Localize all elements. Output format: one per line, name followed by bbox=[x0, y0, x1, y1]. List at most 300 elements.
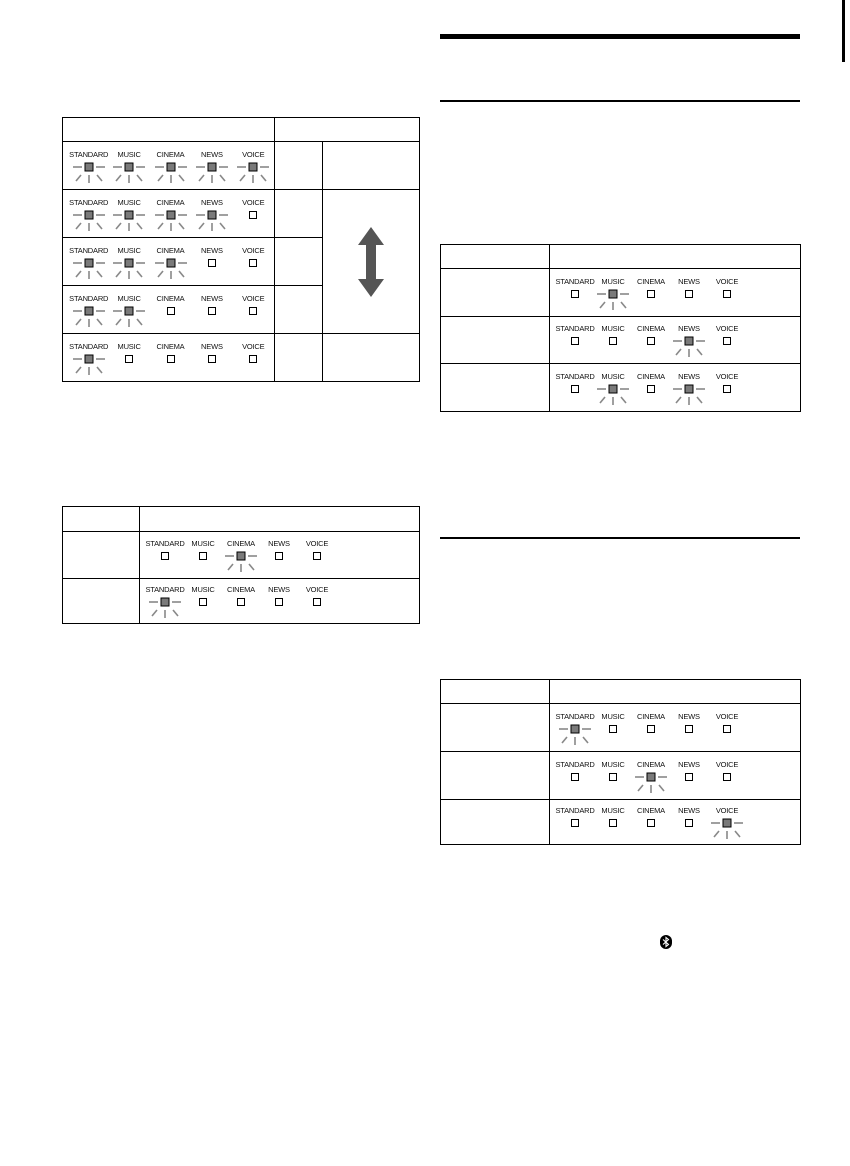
unlit-lamp-icon bbox=[557, 288, 593, 312]
lit-lamp-icon bbox=[153, 161, 189, 185]
light-ray bbox=[228, 564, 233, 570]
indicator-news bbox=[670, 711, 708, 747]
lamp-square bbox=[571, 725, 579, 733]
indicator-label: NEWS bbox=[268, 585, 290, 594]
unlit-lamp-icon bbox=[671, 288, 707, 312]
lamp-square bbox=[125, 211, 133, 219]
indicator-label: CINEMA bbox=[156, 149, 185, 159]
light-ray bbox=[735, 831, 740, 837]
lamp-cell bbox=[140, 532, 420, 579]
lamp-square bbox=[200, 599, 207, 606]
indicator-voice bbox=[233, 149, 274, 185]
header-cell-level bbox=[275, 118, 420, 142]
light-ray bbox=[638, 785, 643, 791]
lamp-square bbox=[250, 307, 257, 314]
unlit-lamp-icon bbox=[185, 596, 221, 620]
lamp-square bbox=[610, 820, 617, 827]
lit-lamp-icon bbox=[235, 161, 271, 185]
light-ray bbox=[158, 271, 163, 277]
lamp-square bbox=[167, 163, 175, 171]
lamp-square bbox=[200, 553, 207, 560]
lamp-row bbox=[63, 339, 274, 377]
lamp-row bbox=[63, 291, 274, 329]
lamp-cell bbox=[140, 579, 420, 624]
indicator-label: CINEMA bbox=[637, 324, 665, 333]
indicator-news bbox=[670, 371, 708, 407]
indicator-label: STANDARD bbox=[555, 759, 595, 769]
indicator-label: VOICE bbox=[242, 293, 265, 303]
lamp-square bbox=[85, 355, 93, 363]
lamp-square bbox=[610, 773, 617, 780]
light-ray bbox=[676, 349, 681, 355]
indicator-standard bbox=[556, 371, 594, 407]
unlit-lamp-icon bbox=[595, 771, 631, 795]
indicator-voice bbox=[233, 341, 274, 377]
unlit-lamp-icon bbox=[633, 288, 669, 312]
indicator-music bbox=[108, 245, 149, 281]
indicator-cinema bbox=[150, 341, 191, 377]
lamp-cell bbox=[63, 286, 275, 334]
unlit-lamp-icon bbox=[194, 305, 230, 329]
unlit-lamp-icon bbox=[299, 550, 335, 574]
unlit-lamp-icon bbox=[185, 550, 221, 574]
indicator-news bbox=[670, 805, 708, 841]
level-cell bbox=[275, 190, 323, 238]
light-ray bbox=[600, 397, 605, 403]
lamp-square bbox=[249, 163, 257, 171]
lit-lamp-icon bbox=[194, 161, 230, 185]
lamp-square bbox=[686, 773, 693, 780]
lamp-square bbox=[724, 338, 731, 345]
lit-lamp-icon bbox=[633, 771, 669, 795]
indicator-news bbox=[191, 149, 232, 185]
unlit-lamp-icon bbox=[235, 305, 271, 329]
indicator-label: NEWS bbox=[268, 539, 290, 548]
lamp-square bbox=[276, 553, 283, 560]
indicator-news bbox=[260, 538, 298, 574]
indicator-music bbox=[594, 805, 632, 841]
indicator-voice bbox=[708, 276, 746, 312]
lamp-square bbox=[572, 385, 579, 392]
light-ray bbox=[583, 737, 588, 743]
indicator-cinema bbox=[150, 293, 191, 329]
indicator-standard bbox=[556, 759, 594, 795]
lamp-square bbox=[167, 211, 175, 219]
lit-lamp-icon bbox=[71, 353, 107, 377]
indicator-label: STANDARD bbox=[69, 245, 109, 255]
bluetooth-icon bbox=[660, 935, 672, 949]
mode-table-right-bottom bbox=[440, 679, 801, 845]
light-ray bbox=[137, 271, 142, 277]
light-ray bbox=[621, 397, 626, 403]
indicator-news bbox=[260, 584, 298, 620]
setting-cell bbox=[441, 800, 550, 845]
indicator-music bbox=[184, 584, 222, 620]
indicator-label: VOICE bbox=[715, 711, 739, 721]
light-ray bbox=[220, 223, 225, 229]
indicator-label: STANDARD bbox=[145, 539, 185, 548]
lamp-square bbox=[724, 290, 731, 297]
lamp-cell bbox=[550, 269, 801, 317]
lit-lamp-icon bbox=[111, 305, 147, 329]
indicator-cinema bbox=[632, 371, 670, 407]
indicator-label: MUSIC bbox=[191, 585, 215, 594]
unlit-lamp-icon bbox=[557, 335, 593, 359]
lamp-cell bbox=[550, 364, 801, 412]
lamp-square bbox=[208, 163, 216, 171]
light-ray bbox=[76, 223, 81, 229]
lamp-row bbox=[550, 709, 800, 747]
indicator-label: NEWS bbox=[201, 293, 223, 303]
indicator-standard bbox=[69, 293, 108, 329]
light-ray bbox=[714, 831, 719, 837]
unlit-lamp-icon bbox=[557, 817, 593, 841]
indicator-music bbox=[108, 293, 149, 329]
indicator-voice bbox=[708, 711, 746, 747]
unlit-lamp-icon bbox=[709, 335, 745, 359]
indicator-voice bbox=[708, 805, 746, 841]
indicator-label: CINEMA bbox=[637, 371, 665, 381]
light-ray bbox=[97, 319, 102, 325]
lamp-cell bbox=[550, 752, 801, 800]
lamp-square bbox=[161, 598, 169, 606]
lamp-square bbox=[648, 725, 655, 732]
unlit-lamp-icon bbox=[709, 723, 745, 747]
lamp-square bbox=[250, 259, 257, 266]
lamp-square bbox=[126, 355, 133, 362]
lamp-square bbox=[237, 552, 245, 560]
setting-cell bbox=[441, 364, 550, 412]
indicator-standard bbox=[146, 538, 184, 574]
indicator-label: CINEMA bbox=[156, 341, 185, 351]
lamp-square bbox=[167, 259, 175, 267]
unlit-lamp-icon bbox=[671, 771, 707, 795]
indicator-label: VOICE bbox=[242, 197, 265, 207]
header-cell-indicator bbox=[63, 118, 275, 142]
light-ray bbox=[199, 223, 204, 229]
lamp-square bbox=[724, 385, 731, 392]
lamp-square bbox=[686, 290, 693, 297]
unlit-lamp-icon bbox=[671, 817, 707, 841]
light-ray bbox=[179, 223, 184, 229]
indicator-label: NEWS bbox=[678, 806, 700, 815]
lamp-square bbox=[125, 163, 133, 171]
lamp-square bbox=[167, 355, 174, 362]
unlit-lamp-icon bbox=[557, 383, 593, 407]
lamp-row bbox=[550, 321, 800, 359]
lamp-square bbox=[314, 599, 321, 606]
indicator-standard bbox=[69, 341, 108, 377]
lamp-square bbox=[125, 259, 133, 267]
unlit-lamp-icon bbox=[595, 335, 631, 359]
unlit-lamp-icon bbox=[671, 723, 707, 747]
indicator-cinema bbox=[632, 759, 670, 795]
unlit-lamp-icon bbox=[595, 723, 631, 747]
indicator-label: STANDARD bbox=[555, 324, 595, 333]
indicator-label: MUSIC bbox=[117, 245, 141, 255]
indicator-label: CINEMA bbox=[637, 276, 665, 286]
light-ray bbox=[240, 175, 245, 181]
level-cell bbox=[275, 142, 323, 190]
light-ray bbox=[659, 785, 664, 791]
indicator-news bbox=[670, 323, 708, 359]
light-ray bbox=[97, 271, 102, 277]
lamp-square bbox=[238, 599, 245, 606]
unlit-lamp-icon bbox=[709, 383, 745, 407]
indicator-label: CINEMA bbox=[637, 711, 665, 721]
light-ray bbox=[97, 223, 102, 229]
indicator-label: MUSIC bbox=[601, 711, 625, 721]
unlit-lamp-icon bbox=[194, 353, 230, 377]
indicator-cinema bbox=[222, 538, 260, 574]
level-note-cell bbox=[323, 334, 420, 382]
unlit-lamp-icon bbox=[194, 257, 230, 281]
margin-bar bbox=[842, 0, 845, 62]
indicator-music bbox=[594, 711, 632, 747]
lamp-square bbox=[724, 725, 731, 732]
light-ray bbox=[676, 397, 681, 403]
light-ray bbox=[158, 175, 163, 181]
level-cell bbox=[275, 238, 323, 286]
indicator-music bbox=[594, 276, 632, 312]
unlit-lamp-icon bbox=[709, 771, 745, 795]
lamp-square bbox=[250, 355, 257, 362]
light-ray bbox=[137, 319, 142, 325]
lamp-square bbox=[572, 820, 579, 827]
indicator-news bbox=[670, 276, 708, 312]
unlit-lamp-icon bbox=[299, 596, 335, 620]
indicator-label: VOICE bbox=[242, 149, 265, 159]
indicator-music bbox=[594, 371, 632, 407]
indicator-label: NEWS bbox=[201, 341, 223, 351]
lit-lamp-icon bbox=[709, 817, 745, 841]
light-ray bbox=[600, 302, 605, 308]
lamp-row bbox=[140, 582, 419, 620]
indicator-news bbox=[191, 197, 232, 233]
lit-lamp-icon bbox=[595, 288, 631, 312]
lit-lamp-icon bbox=[111, 209, 147, 233]
unlit-lamp-icon bbox=[633, 817, 669, 841]
lit-lamp-icon bbox=[111, 161, 147, 185]
lit-lamp-icon bbox=[595, 383, 631, 407]
indicator-label: STANDARD bbox=[555, 276, 595, 286]
lamp-square bbox=[208, 355, 215, 362]
light-ray bbox=[76, 367, 81, 373]
indicator-label: CINEMA bbox=[637, 759, 665, 769]
lamp-row bbox=[550, 274, 800, 312]
lit-lamp-icon bbox=[194, 209, 230, 233]
lamp-square bbox=[572, 773, 579, 780]
lamp-cell bbox=[63, 190, 275, 238]
lamp-square bbox=[162, 553, 169, 560]
header-cell-setting bbox=[63, 507, 140, 532]
indicator-label: STANDARD bbox=[145, 585, 185, 594]
section-heading-rule bbox=[440, 34, 800, 39]
lamp-row bbox=[550, 757, 800, 795]
light-ray bbox=[621, 302, 626, 308]
lamp-square bbox=[724, 773, 731, 780]
lamp-square bbox=[250, 211, 257, 218]
lamp-row bbox=[550, 803, 800, 841]
lit-lamp-icon bbox=[153, 257, 189, 281]
indicator-news bbox=[191, 341, 232, 377]
lamp-row bbox=[550, 369, 800, 407]
light-ray bbox=[116, 271, 121, 277]
indicator-news bbox=[191, 245, 232, 281]
unlit-lamp-icon bbox=[261, 596, 297, 620]
indicator-label: VOICE bbox=[242, 245, 265, 255]
level-note-cell bbox=[323, 142, 420, 190]
lamp-cell bbox=[63, 334, 275, 382]
indicator-standard bbox=[69, 245, 108, 281]
indicator-voice bbox=[298, 584, 336, 620]
indicator-label: STANDARD bbox=[69, 197, 109, 207]
lamp-cell bbox=[63, 238, 275, 286]
indicator-label: STANDARD bbox=[555, 711, 595, 721]
indicator-label: MUSIC bbox=[601, 324, 625, 333]
setting-cell bbox=[441, 317, 550, 364]
indicator-cinema bbox=[632, 711, 670, 747]
level-indicator-table bbox=[62, 117, 420, 382]
lit-lamp-icon bbox=[71, 161, 107, 185]
header-cell-setting bbox=[441, 245, 550, 269]
indicator-voice bbox=[233, 245, 274, 281]
indicator-label: STANDARD bbox=[69, 293, 109, 303]
header-cell-indicator bbox=[550, 245, 801, 269]
indicator-music bbox=[108, 197, 149, 233]
lit-lamp-icon bbox=[71, 209, 107, 233]
lamp-square bbox=[314, 553, 321, 560]
header-cell-setting bbox=[441, 680, 550, 704]
header-cell-indicator bbox=[140, 507, 420, 532]
unlit-lamp-icon bbox=[235, 209, 271, 233]
setting-cell bbox=[63, 579, 140, 624]
up-down-arrow-icon bbox=[356, 227, 386, 297]
lamp-row bbox=[63, 195, 274, 233]
indicator-label: VOICE bbox=[305, 585, 329, 594]
lamp-cell bbox=[550, 704, 801, 752]
lamp-square bbox=[85, 307, 93, 315]
light-ray bbox=[97, 367, 102, 373]
indicator-voice bbox=[233, 197, 274, 233]
indicator-standard bbox=[146, 584, 184, 620]
light-ray bbox=[137, 175, 142, 181]
unlit-lamp-icon bbox=[633, 723, 669, 747]
indicator-label: VOICE bbox=[715, 806, 739, 815]
indicator-cinema bbox=[632, 323, 670, 359]
lamp-square bbox=[609, 290, 617, 298]
indicator-label: MUSIC bbox=[117, 293, 141, 303]
indicator-music bbox=[594, 323, 632, 359]
lamp-square bbox=[208, 211, 216, 219]
lamp-square bbox=[648, 338, 655, 345]
indicator-cinema bbox=[222, 584, 260, 620]
indicator-label: NEWS bbox=[678, 324, 700, 333]
lamp-cell bbox=[63, 142, 275, 190]
lamp-square bbox=[208, 259, 215, 266]
indicator-label: VOICE bbox=[242, 341, 265, 351]
lamp-row bbox=[63, 243, 274, 281]
lamp-square bbox=[686, 725, 693, 732]
indicator-label: MUSIC bbox=[191, 539, 215, 548]
light-ray bbox=[220, 175, 225, 181]
lit-lamp-icon bbox=[223, 550, 259, 574]
unlit-lamp-icon bbox=[557, 771, 593, 795]
unlit-lamp-icon bbox=[633, 383, 669, 407]
indicator-standard bbox=[69, 197, 108, 233]
indicator-voice bbox=[233, 293, 274, 329]
indicator-voice bbox=[708, 323, 746, 359]
light-ray bbox=[76, 271, 81, 277]
indicator-standard bbox=[69, 149, 108, 185]
lamp-square bbox=[647, 773, 655, 781]
indicator-label: VOICE bbox=[715, 759, 739, 769]
indicator-news bbox=[670, 759, 708, 795]
light-ray bbox=[152, 610, 157, 616]
light-ray bbox=[249, 564, 254, 570]
lit-lamp-icon bbox=[671, 335, 707, 359]
indicator-label: NEWS bbox=[678, 371, 700, 381]
unlit-lamp-icon bbox=[235, 353, 271, 377]
arrow-cell bbox=[323, 190, 420, 334]
lamp-square bbox=[648, 820, 655, 827]
level-cell bbox=[275, 334, 323, 382]
unlit-lamp-icon bbox=[709, 288, 745, 312]
indicator-cinema bbox=[150, 197, 191, 233]
lamp-square bbox=[648, 290, 655, 297]
indicator-label: MUSIC bbox=[601, 806, 625, 815]
indicator-label: MUSIC bbox=[117, 341, 141, 351]
lamp-square bbox=[685, 337, 693, 345]
indicator-label: NEWS bbox=[201, 245, 223, 255]
setting-cell bbox=[63, 532, 140, 579]
setting-cell bbox=[441, 704, 550, 752]
lamp-square bbox=[208, 307, 215, 314]
indicator-standard bbox=[556, 711, 594, 747]
light-ray bbox=[697, 397, 702, 403]
indicator-label: MUSIC bbox=[601, 276, 625, 286]
subsection-rule-1 bbox=[440, 100, 800, 102]
header-cell-indicator bbox=[550, 680, 801, 704]
indicator-label: CINEMA bbox=[227, 539, 255, 548]
indicator-label: CINEMA bbox=[227, 585, 255, 594]
indicator-label: MUSIC bbox=[117, 197, 141, 207]
lamp-square bbox=[85, 259, 93, 267]
indicator-voice bbox=[708, 371, 746, 407]
indicator-label: MUSIC bbox=[601, 371, 625, 381]
lit-lamp-icon bbox=[557, 723, 593, 747]
indicator-music bbox=[594, 759, 632, 795]
indicator-cinema bbox=[632, 805, 670, 841]
lamp-square bbox=[125, 307, 133, 315]
indicator-label: VOICE bbox=[715, 276, 739, 286]
indicator-news bbox=[191, 293, 232, 329]
lamp-square bbox=[723, 819, 731, 827]
indicator-standard bbox=[556, 276, 594, 312]
indicator-music bbox=[184, 538, 222, 574]
indicator-label: CINEMA bbox=[637, 806, 665, 815]
light-ray bbox=[179, 271, 184, 277]
indicator-label: STANDARD bbox=[69, 341, 109, 351]
indicator-label: NEWS bbox=[678, 276, 700, 286]
light-ray bbox=[97, 175, 102, 181]
lamp-square bbox=[610, 725, 617, 732]
indicator-label: NEWS bbox=[201, 149, 223, 159]
subsection-rule-2 bbox=[440, 537, 800, 539]
unlit-lamp-icon bbox=[261, 550, 297, 574]
indicator-cinema bbox=[150, 245, 191, 281]
lamp-cell bbox=[550, 800, 801, 845]
